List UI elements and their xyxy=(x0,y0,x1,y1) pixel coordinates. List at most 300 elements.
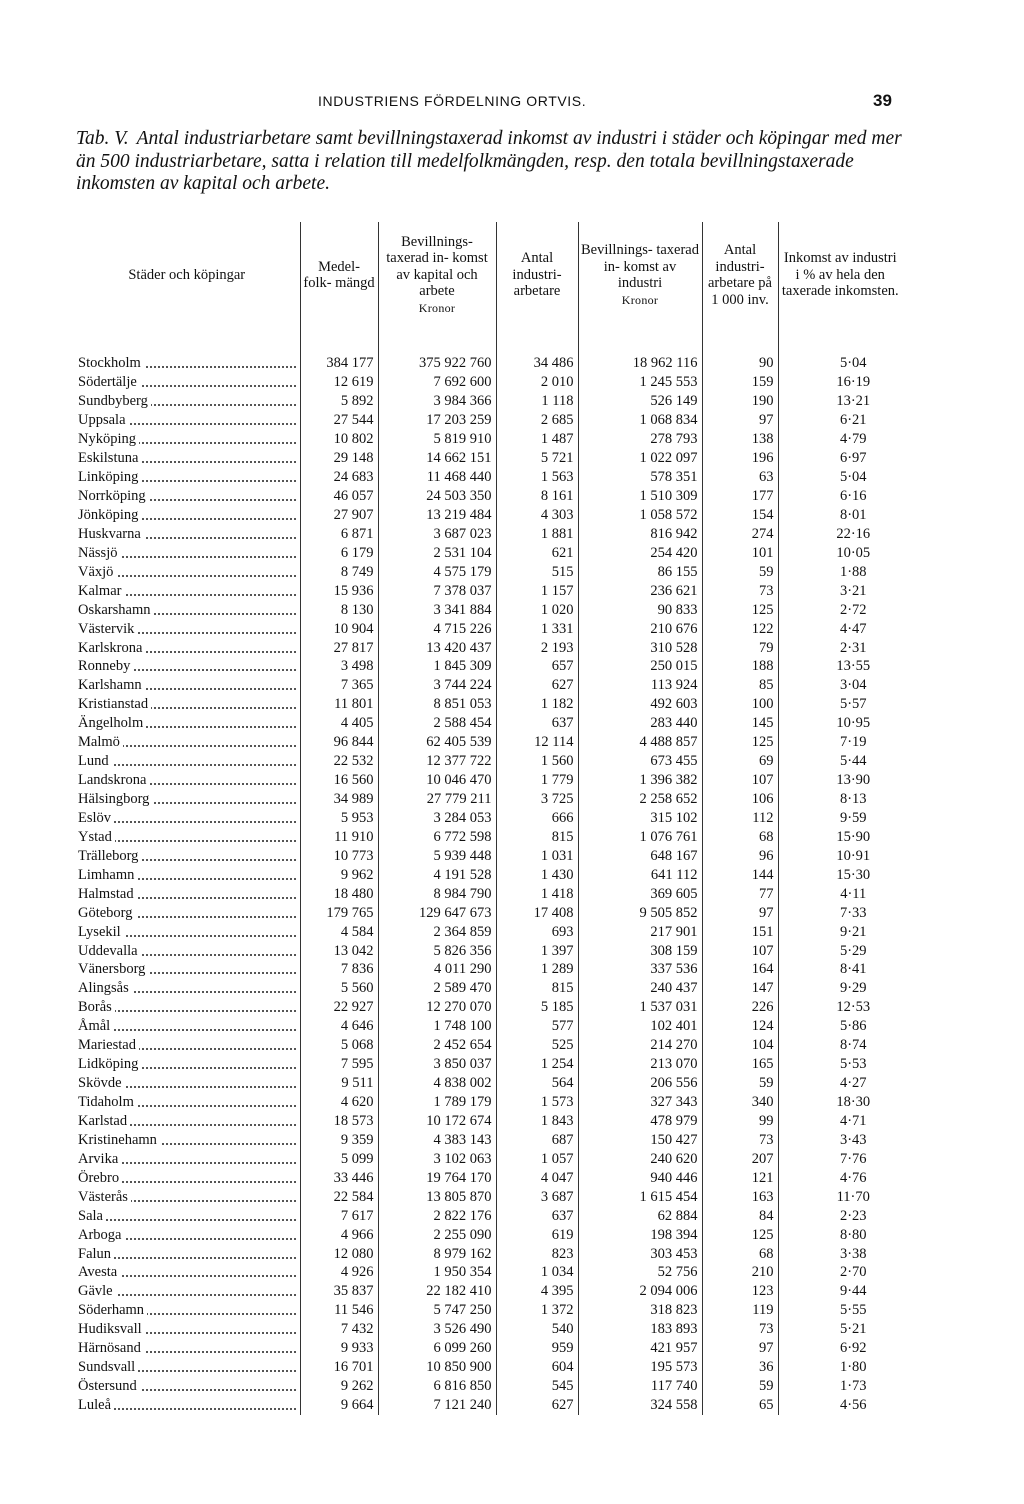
value-cell-col-1: 6 871 xyxy=(300,524,378,543)
table-row xyxy=(74,411,902,430)
value-cell-col-5: 68 xyxy=(702,1244,778,1263)
value-cell-col-1: 96 844 xyxy=(300,733,378,752)
value-cell-col-6: 1·88 xyxy=(778,562,902,581)
value-cell-col-2: 1 789 179 xyxy=(378,1093,496,1112)
value-cell-col-1: 12 080 xyxy=(300,1244,378,1263)
place-name: Mariestad xyxy=(78,1037,139,1053)
value-cell-col-1: 4 966 xyxy=(300,1225,378,1244)
column-header-5 xyxy=(702,222,778,328)
value-cell-col-2: 3 850 037 xyxy=(378,1055,496,1074)
place-name-cell xyxy=(74,1339,300,1358)
place-name-cell xyxy=(74,771,300,790)
value-cell-col-1: 46 057 xyxy=(300,487,378,506)
value-cell-col-1: 5 068 xyxy=(300,1036,378,1055)
column-header-label: Bevillnings- taxerad in- komst av kapital och arbete xyxy=(386,233,488,300)
value-cell-col-1: 11 801 xyxy=(300,695,378,714)
value-cell-col-6: 5·57 xyxy=(778,695,902,714)
value-cell-col-1: 10 773 xyxy=(300,846,378,865)
place-name-cell xyxy=(74,790,300,809)
value-cell-col-5: 164 xyxy=(702,960,778,979)
place-name: Kristianstad xyxy=(78,696,151,712)
value-cell-col-6: 22·16 xyxy=(778,524,902,543)
value-cell-col-2: 24 503 350 xyxy=(378,487,496,506)
table-caption xyxy=(76,128,908,196)
leader-dots xyxy=(78,373,296,391)
leader-dots xyxy=(78,1131,296,1149)
table-row xyxy=(74,922,902,941)
table-row xyxy=(74,1149,902,1168)
leader-dots xyxy=(78,979,296,997)
data-table xyxy=(74,222,902,1415)
value-cell-col-4: 310 528 xyxy=(578,638,702,657)
place-name-cell xyxy=(74,1187,300,1206)
place-name: Sala xyxy=(78,1208,106,1224)
place-name: Norrköping xyxy=(78,488,149,504)
value-cell-col-5: 151 xyxy=(702,922,778,941)
value-cell-col-3: 1 057 xyxy=(496,1149,578,1168)
value-cell-col-3: 4 395 xyxy=(496,1282,578,1301)
value-cell-col-4: 940 446 xyxy=(578,1168,702,1187)
value-cell-col-1: 4 584 xyxy=(300,922,378,941)
leader-dots xyxy=(78,468,296,486)
value-cell-col-3: 1 118 xyxy=(496,392,578,411)
value-cell-col-2: 2 822 176 xyxy=(378,1206,496,1225)
value-cell-col-4: 526 149 xyxy=(578,392,702,411)
value-cell-col-1: 5 892 xyxy=(300,392,378,411)
value-cell-col-1: 13 042 xyxy=(300,941,378,960)
value-cell-col-5: 104 xyxy=(702,1036,778,1055)
value-cell-col-1: 24 683 xyxy=(300,468,378,487)
leader-dots xyxy=(78,866,296,884)
place-name-cell xyxy=(74,1396,300,1415)
table-row xyxy=(74,733,902,752)
table-row xyxy=(74,1396,902,1415)
place-name-cell xyxy=(74,1074,300,1093)
leader-dots xyxy=(78,1169,296,1187)
place-name: Göteborg xyxy=(78,905,136,921)
place-name: Vänersborg xyxy=(78,961,148,977)
table-row xyxy=(74,600,902,619)
value-cell-col-3: 1 331 xyxy=(496,619,578,638)
value-cell-col-4: 2 258 652 xyxy=(578,790,702,809)
leader-dots xyxy=(78,790,296,808)
value-cell-col-2: 3 102 063 xyxy=(378,1149,496,1168)
table-row xyxy=(74,354,902,373)
value-cell-col-4: 648 167 xyxy=(578,846,702,865)
value-cell-col-6: 9·44 xyxy=(778,1282,902,1301)
page-number: 39 xyxy=(873,91,892,110)
table-row xyxy=(74,676,902,695)
leader-dots xyxy=(78,676,296,694)
place-name: Växjö xyxy=(78,564,116,580)
place-name: Jönköping xyxy=(78,507,141,523)
table-row xyxy=(74,752,902,771)
place-name-cell xyxy=(74,506,300,525)
value-cell-col-6: 5·53 xyxy=(778,1055,902,1074)
value-cell-col-3: 3 687 xyxy=(496,1187,578,1206)
value-cell-col-1: 9 664 xyxy=(300,1396,378,1415)
value-cell-col-2: 13 805 870 xyxy=(378,1187,496,1206)
value-cell-col-4: 337 536 xyxy=(578,960,702,979)
table-row xyxy=(74,373,902,392)
table-row xyxy=(74,1244,902,1263)
place-name: Lidköping xyxy=(78,1056,141,1072)
leader-dots xyxy=(78,620,296,638)
value-cell-col-2: 27 779 211 xyxy=(378,790,496,809)
value-cell-col-4: 250 015 xyxy=(578,657,702,676)
value-cell-col-3: 1 372 xyxy=(496,1301,578,1320)
value-cell-col-5: 97 xyxy=(702,903,778,922)
value-cell-col-3: 1 397 xyxy=(496,941,578,960)
place-name-cell xyxy=(74,1377,300,1396)
place-name: Nyköping xyxy=(78,431,139,447)
place-name: Västervik xyxy=(78,621,137,637)
value-cell-col-3: 1 430 xyxy=(496,865,578,884)
leader-dots xyxy=(78,1301,296,1319)
value-cell-col-4: 18 962 116 xyxy=(578,354,702,373)
table-row xyxy=(74,960,902,979)
value-cell-col-3: 2 193 xyxy=(496,638,578,657)
value-cell-col-4: 1 510 309 xyxy=(578,487,702,506)
value-cell-col-1: 8 749 xyxy=(300,562,378,581)
place-name-cell xyxy=(74,846,300,865)
value-cell-col-2: 4 715 226 xyxy=(378,619,496,638)
value-cell-col-5: 106 xyxy=(702,790,778,809)
value-cell-col-4: 102 401 xyxy=(578,1017,702,1036)
value-cell-col-2: 7 378 037 xyxy=(378,581,496,600)
value-cell-col-1: 11 910 xyxy=(300,827,378,846)
place-name-cell xyxy=(74,714,300,733)
place-name: Malmö xyxy=(78,734,123,750)
column-header-6 xyxy=(778,222,902,328)
value-cell-col-3: 815 xyxy=(496,827,578,846)
value-cell-col-6: 4·71 xyxy=(778,1112,902,1131)
table-row xyxy=(74,1074,902,1093)
table-row xyxy=(74,941,902,960)
value-cell-col-2: 3 687 023 xyxy=(378,524,496,543)
value-cell-col-4: 324 558 xyxy=(578,1396,702,1415)
place-name: Lysekil xyxy=(78,924,124,940)
value-cell-col-5: 65 xyxy=(702,1396,778,1415)
place-name-cell xyxy=(74,941,300,960)
running-head xyxy=(0,93,1024,113)
value-cell-col-2: 5 819 910 xyxy=(378,430,496,449)
value-cell-col-6: 12·53 xyxy=(778,998,902,1017)
value-cell-col-3: 1 289 xyxy=(496,960,578,979)
value-cell-col-4: 492 603 xyxy=(578,695,702,714)
value-cell-col-3: 1 779 xyxy=(496,771,578,790)
place-name-cell xyxy=(74,1225,300,1244)
leader-dots xyxy=(78,1396,296,1414)
value-cell-col-5: 125 xyxy=(702,733,778,752)
place-name-cell xyxy=(74,979,300,998)
value-cell-col-3: 621 xyxy=(496,543,578,562)
value-cell-col-3: 2 010 xyxy=(496,373,578,392)
value-cell-col-4: 240 620 xyxy=(578,1149,702,1168)
leader-dots xyxy=(78,942,296,960)
place-name: Eslöv xyxy=(78,810,114,826)
value-cell-col-1: 4 405 xyxy=(300,714,378,733)
value-cell-col-2: 2 452 654 xyxy=(378,1036,496,1055)
table-row xyxy=(74,790,902,809)
value-cell-col-2: 6 099 260 xyxy=(378,1339,496,1358)
table-row xyxy=(74,695,902,714)
table-caption-lead: Tab. V. xyxy=(76,128,129,149)
value-cell-col-6: 10·05 xyxy=(778,543,902,562)
value-cell-col-6: 2·70 xyxy=(778,1263,902,1282)
place-name: Härnösand xyxy=(78,1340,144,1356)
value-cell-col-4: 113 924 xyxy=(578,676,702,695)
value-cell-col-2: 375 922 760 xyxy=(378,354,496,373)
value-cell-col-1: 16 701 xyxy=(300,1358,378,1377)
value-cell-col-2: 5 826 356 xyxy=(378,941,496,960)
value-cell-col-5: 69 xyxy=(702,752,778,771)
value-cell-col-5: 107 xyxy=(702,941,778,960)
leader-dots xyxy=(78,582,296,600)
value-cell-col-3: 1 182 xyxy=(496,695,578,714)
value-cell-col-3: 687 xyxy=(496,1130,578,1149)
value-cell-col-2: 13 420 437 xyxy=(378,638,496,657)
table-row xyxy=(74,487,902,506)
place-name: Ronneby xyxy=(78,658,133,674)
value-cell-col-6: 4·76 xyxy=(778,1168,902,1187)
table-row xyxy=(74,1358,902,1377)
leader-dots xyxy=(78,904,296,922)
value-cell-col-2: 2 255 090 xyxy=(378,1225,496,1244)
value-cell-col-4: 254 420 xyxy=(578,543,702,562)
value-cell-col-6: 7·76 xyxy=(778,1149,902,1168)
value-cell-col-1: 7 836 xyxy=(300,960,378,979)
value-cell-col-3: 1 560 xyxy=(496,752,578,771)
value-cell-col-5: 73 xyxy=(702,581,778,600)
value-cell-col-5: 125 xyxy=(702,1225,778,1244)
value-cell-col-2: 5 939 448 xyxy=(378,846,496,865)
place-name: Skövde xyxy=(78,1075,125,1091)
value-cell-col-5: 59 xyxy=(702,562,778,581)
value-cell-col-4: 421 957 xyxy=(578,1339,702,1358)
place-name: Uppsala xyxy=(78,412,129,428)
place-name-cell xyxy=(74,998,300,1017)
value-cell-col-5: 100 xyxy=(702,695,778,714)
place-name: Tidaholm xyxy=(78,1094,137,1110)
leader-dots xyxy=(78,639,296,657)
table-row xyxy=(74,506,902,525)
leader-dots xyxy=(78,752,296,770)
place-name: Alingsås xyxy=(78,980,132,996)
value-cell-col-6: 8·80 xyxy=(778,1225,902,1244)
value-cell-col-5: 163 xyxy=(702,1187,778,1206)
leader-dots xyxy=(78,449,296,467)
value-cell-col-4: 308 159 xyxy=(578,941,702,960)
value-cell-col-1: 179 765 xyxy=(300,903,378,922)
value-cell-col-4: 315 102 xyxy=(578,809,702,828)
value-cell-col-4: 1 396 382 xyxy=(578,771,702,790)
value-cell-col-2: 13 219 484 xyxy=(378,506,496,525)
column-header-label: Antal industri- arbetare xyxy=(512,250,562,300)
value-cell-col-6: 9·21 xyxy=(778,922,902,941)
value-cell-col-5: 147 xyxy=(702,979,778,998)
column-header-2 xyxy=(378,222,496,328)
value-cell-col-6: 2·72 xyxy=(778,600,902,619)
column-header-label: Antal industri- arbetare på 1 000 inv. xyxy=(708,242,772,308)
value-cell-col-4: 183 893 xyxy=(578,1320,702,1339)
value-cell-col-6: 9·59 xyxy=(778,809,902,828)
value-cell-col-6: 2·31 xyxy=(778,638,902,657)
table-row xyxy=(74,392,902,411)
table-header xyxy=(74,222,902,328)
leader-dots xyxy=(78,601,296,619)
value-cell-col-5: 121 xyxy=(702,1168,778,1187)
value-cell-col-5: 125 xyxy=(702,600,778,619)
value-cell-col-4: 1 245 553 xyxy=(578,373,702,392)
leader-dots xyxy=(78,657,296,675)
value-cell-col-4: 213 070 xyxy=(578,1055,702,1074)
value-cell-col-5: 97 xyxy=(702,411,778,430)
place-name: Örebro xyxy=(78,1170,122,1186)
leader-dots xyxy=(78,1207,296,1225)
place-name-cell xyxy=(74,581,300,600)
value-cell-col-3: 17 408 xyxy=(496,903,578,922)
place-name-cell xyxy=(74,373,300,392)
table-row xyxy=(74,809,902,828)
table-body xyxy=(74,328,902,1415)
value-cell-col-6: 13·21 xyxy=(778,392,902,411)
place-name: Huskvarna xyxy=(78,526,144,542)
leader-dots xyxy=(78,1226,296,1244)
place-name-cell xyxy=(74,827,300,846)
value-cell-col-4: 117 740 xyxy=(578,1377,702,1396)
leader-dots xyxy=(78,1320,296,1338)
value-cell-col-6: 10·91 xyxy=(778,846,902,865)
value-cell-col-4: 9 505 852 xyxy=(578,903,702,922)
value-cell-col-2: 4 191 528 xyxy=(378,865,496,884)
value-cell-col-1: 10 904 xyxy=(300,619,378,638)
value-cell-col-5: 138 xyxy=(702,430,778,449)
value-cell-col-5: 190 xyxy=(702,392,778,411)
value-cell-col-3: 823 xyxy=(496,1244,578,1263)
place-name-cell xyxy=(74,487,300,506)
place-name-cell xyxy=(74,1149,300,1168)
value-cell-col-5: 36 xyxy=(702,1358,778,1377)
value-cell-col-1: 5 099 xyxy=(300,1149,378,1168)
value-cell-col-2: 12 377 722 xyxy=(378,752,496,771)
value-cell-col-4: 86 155 xyxy=(578,562,702,581)
column-header-label: Medel- folk- mängd xyxy=(303,258,375,291)
value-cell-col-3: 3 725 xyxy=(496,790,578,809)
value-cell-col-4: 1 537 031 xyxy=(578,998,702,1017)
value-cell-col-3: 515 xyxy=(496,562,578,581)
place-name: Eskilstuna xyxy=(78,450,141,466)
value-cell-col-4: 1 615 454 xyxy=(578,1187,702,1206)
value-cell-col-5: 79 xyxy=(702,638,778,657)
value-cell-col-2: 1 748 100 xyxy=(378,1017,496,1036)
value-cell-col-6: 7·19 xyxy=(778,733,902,752)
value-cell-col-4: 1 076 761 xyxy=(578,827,702,846)
value-cell-col-4: 673 455 xyxy=(578,752,702,771)
place-name: Oskarshamn xyxy=(78,602,154,618)
place-name: Västerås xyxy=(78,1189,131,1205)
value-cell-col-4: 198 394 xyxy=(578,1225,702,1244)
value-cell-col-6: 6·92 xyxy=(778,1339,902,1358)
leader-dots xyxy=(78,354,296,372)
value-cell-col-6: 7·33 xyxy=(778,903,902,922)
place-name-cell xyxy=(74,1206,300,1225)
value-cell-col-4: 369 605 xyxy=(578,884,702,903)
place-name: Stockholm xyxy=(78,355,144,371)
value-cell-col-6: 8·41 xyxy=(778,960,902,979)
value-cell-col-4: 52 756 xyxy=(578,1263,702,1282)
column-header-4 xyxy=(578,222,702,328)
value-cell-col-1: 9 511 xyxy=(300,1074,378,1093)
value-cell-col-1: 27 817 xyxy=(300,638,378,657)
value-cell-col-5: 77 xyxy=(702,884,778,903)
leader-dots xyxy=(78,695,296,713)
value-cell-col-1: 12 619 xyxy=(300,373,378,392)
value-cell-col-1: 10 802 xyxy=(300,430,378,449)
leader-dots xyxy=(78,1055,296,1073)
place-name-cell xyxy=(74,1244,300,1263)
leader-dots xyxy=(78,998,296,1016)
value-cell-col-4: 327 343 xyxy=(578,1093,702,1112)
place-name-cell xyxy=(74,411,300,430)
value-cell-col-5: 73 xyxy=(702,1130,778,1149)
table-row xyxy=(74,1339,902,1358)
value-cell-col-5: 59 xyxy=(702,1074,778,1093)
value-cell-col-5: 144 xyxy=(702,865,778,884)
column-header-label: Bevillnings- taxerad in- komst av industri xyxy=(581,242,699,291)
value-cell-col-1: 3 498 xyxy=(300,657,378,676)
value-cell-col-1: 22 584 xyxy=(300,1187,378,1206)
value-cell-col-6: 16·19 xyxy=(778,373,902,392)
place-name-cell xyxy=(74,430,300,449)
value-cell-col-2: 8 851 053 xyxy=(378,695,496,714)
value-cell-col-5: 340 xyxy=(702,1093,778,1112)
value-cell-col-2: 129 647 673 xyxy=(378,903,496,922)
value-cell-col-6: 3·21 xyxy=(778,581,902,600)
place-name: Trälleborg xyxy=(78,848,141,864)
place-name-cell xyxy=(74,1263,300,1282)
value-cell-col-5: 274 xyxy=(702,524,778,543)
value-cell-col-1: 27 907 xyxy=(300,506,378,525)
value-cell-col-4: 283 440 xyxy=(578,714,702,733)
place-name: Lund xyxy=(78,753,112,769)
place-name: Karlstad xyxy=(78,1113,130,1129)
place-name-cell xyxy=(74,1168,300,1187)
value-cell-col-1: 4 620 xyxy=(300,1093,378,1112)
value-cell-col-5: 210 xyxy=(702,1263,778,1282)
table-row xyxy=(74,430,902,449)
value-cell-col-3: 1 034 xyxy=(496,1263,578,1282)
value-cell-col-2: 62 405 539 xyxy=(378,733,496,752)
table-row xyxy=(74,449,902,468)
value-cell-col-2: 7 121 240 xyxy=(378,1396,496,1415)
value-cell-col-3: 564 xyxy=(496,1074,578,1093)
value-cell-col-6: 15·30 xyxy=(778,865,902,884)
value-cell-col-2: 22 182 410 xyxy=(378,1282,496,1301)
value-cell-col-3: 12 114 xyxy=(496,733,578,752)
value-cell-col-6: 15·90 xyxy=(778,827,902,846)
value-cell-col-2: 19 764 170 xyxy=(378,1168,496,1187)
value-cell-col-1: 33 446 xyxy=(300,1168,378,1187)
value-cell-col-2: 12 270 070 xyxy=(378,998,496,1017)
place-name-cell xyxy=(74,1112,300,1131)
value-cell-col-6: 8·01 xyxy=(778,506,902,525)
place-name-cell xyxy=(74,1055,300,1074)
value-cell-col-4: 303 453 xyxy=(578,1244,702,1263)
value-cell-col-2: 2 588 454 xyxy=(378,714,496,733)
value-cell-col-1: 27 544 xyxy=(300,411,378,430)
place-name: Ystad xyxy=(78,829,115,845)
